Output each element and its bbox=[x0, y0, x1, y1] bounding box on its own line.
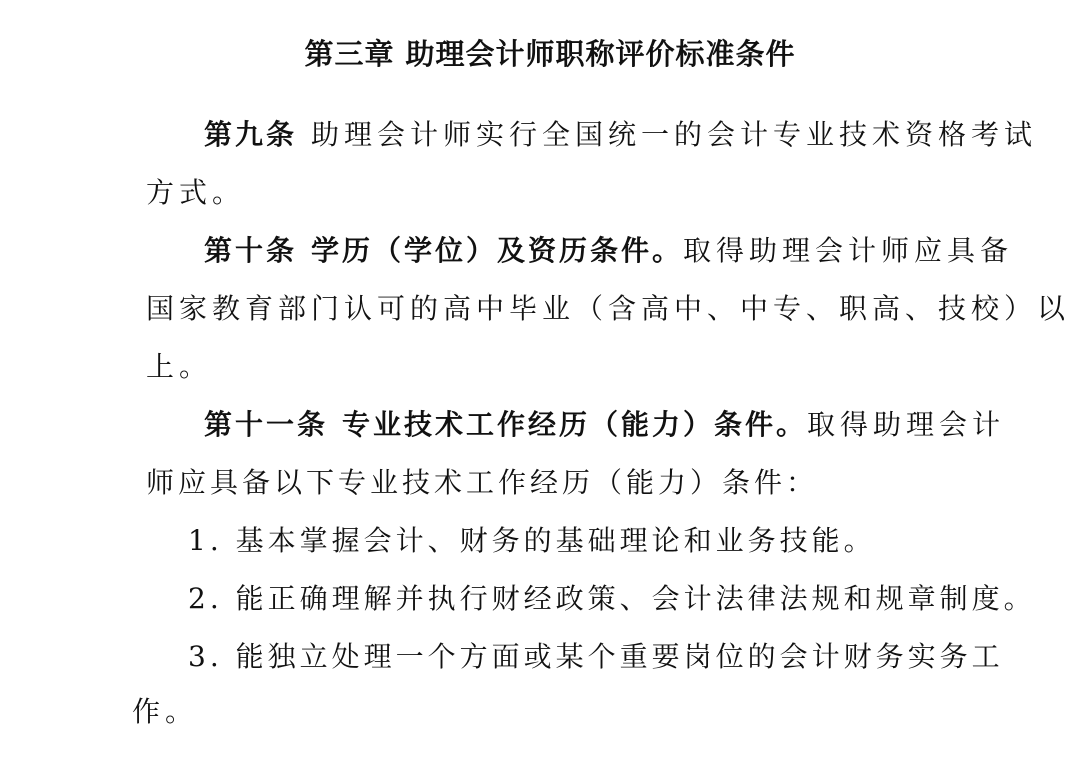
article-10-line-3: 上。 bbox=[146, 350, 213, 383]
list-item: 3. 能独立处理一个方面或某个重要岗位的会计财务实务工 bbox=[188, 640, 1004, 673]
article-11-line-2: 师应具备以下专业技术工作经历（能力）条件： bbox=[146, 466, 819, 499]
article-11-text: 取得助理会计 bbox=[807, 408, 1006, 441]
article-10-line-2: 国家教育部门认可的高中毕业（含高中、中专、职高、技校）以 bbox=[146, 292, 1071, 325]
article-10-text: 取得助理会计师应具备 bbox=[683, 234, 1014, 267]
article-10-heading: 学历（学位）及资历条件。 bbox=[311, 234, 684, 267]
list-item-continuation: 作。 bbox=[132, 695, 199, 728]
article-11-line-1 bbox=[204, 405, 1006, 445]
chapter-title: 第三章 助理会计师职称评价标准条件 bbox=[304, 37, 796, 71]
article-9-line-1 bbox=[204, 115, 1038, 155]
article-9-line-2: 方式。 bbox=[146, 176, 246, 209]
article-11-label: 第十一条 bbox=[204, 408, 329, 441]
list-item: 2. 能正确理解并执行财经政策、会计法律法规和规章制度。 bbox=[188, 582, 1036, 615]
article-11-heading: 专业技术工作经历（能力）条件。 bbox=[342, 408, 808, 441]
list-item: 1. 基本掌握会计、财务的基础理论和业务技能。 bbox=[188, 524, 876, 557]
article-10-line-1 bbox=[204, 231, 1014, 271]
article-10-label: 第十条 bbox=[204, 234, 298, 267]
article-9-text: 助理会计师实行全国统一的会计专业技术资格考试 bbox=[311, 118, 1038, 151]
article-9-label: 第九条 bbox=[204, 118, 298, 151]
